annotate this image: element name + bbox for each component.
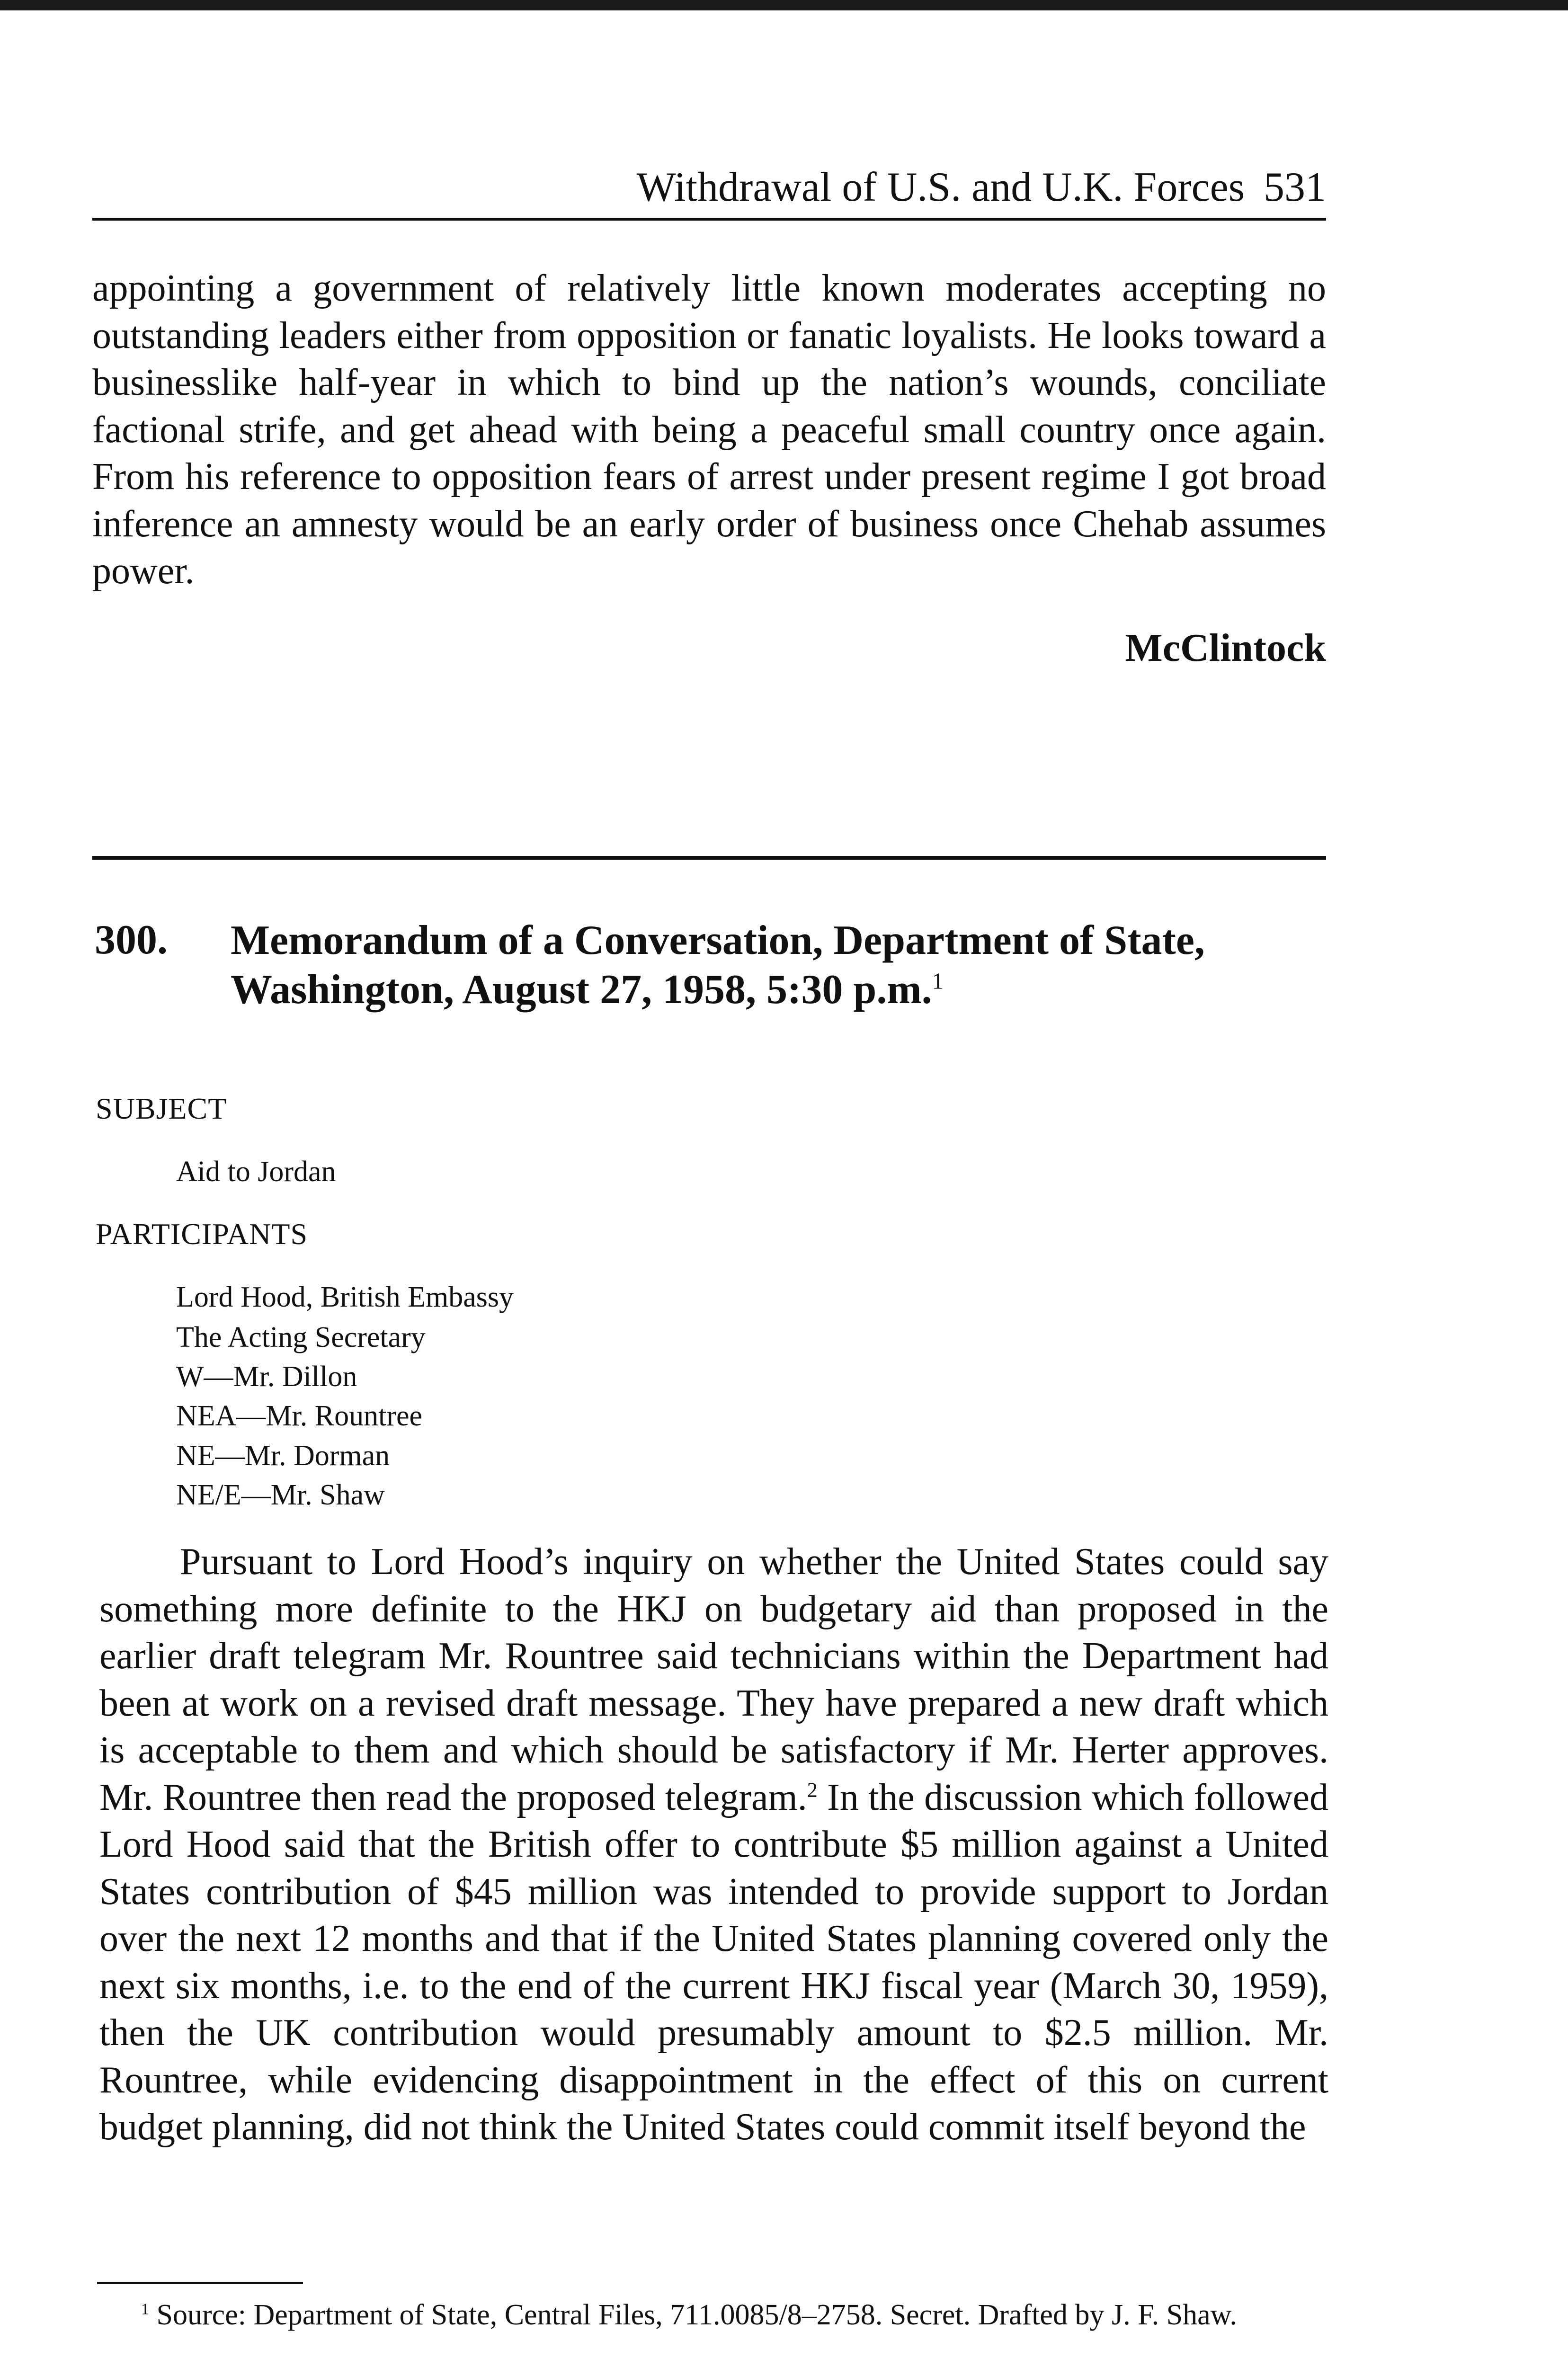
participant: NE/E—Mr. Shaw [176,1479,385,1511]
footnote-1 [99,2296,1328,2334]
page-number: 531 [1264,164,1326,210]
document-number: 300. [95,917,168,963]
subject-value: Aid to Jordan [176,1156,336,1188]
body-text-part1: Pursuant to Lord Hood’s inquiry on whether the United States could say something more definite to the HKJ on budgetary aid than proposed in the earlier draft telegram Mr. Rountree said technicians within the Department had been at work on a revised draft message. They have prepared a new draft which is acceptable to them and which should be satisfactory if Mr. Herter approves. Mr. Rountree then read the proposed telegram. [99,1541,1328,1818]
body-paragraph [99,1539,1328,2151]
continued-paragraph: appointing a government of relatively little known moderates accepting no outstanding leaders either from opposition or fanatic loyalists. He looks toward a businesslike half-year in which to bind up the nation’s wounds, conciliate factional strife, and get ahead with being a peaceful small country once again. From his reference to opposition fears of arrest under present regime I got broad inference an amnesty would be an early order of business once Chehab assumes power. [92,267,1326,592]
participant: W—Mr. Dillon [176,1361,357,1393]
footnote-marker: 1 [141,2300,150,2318]
footnote-rule [97,2282,303,2284]
footnote-ref: 1 [932,969,944,994]
running-head [92,161,1326,221]
section-divider [92,856,1326,860]
document-title-text: Memorandum of a Conversation, Department of State, Washington, August 27, 1958, 5:30 p.m. [231,917,1205,1013]
participants-label: PARTICIPANTS [96,1217,308,1251]
signature: McClintock [1125,626,1326,670]
participant: NEA—Mr. Rountree [176,1400,423,1432]
running-head-title: Withdrawal of U.S. and U.K. Forces [636,164,1245,210]
subject-label: SUBJECT [96,1092,227,1125]
participant: Lord Hood, British Embassy [176,1281,514,1313]
document-title [231,916,1296,1014]
body-text-part2: In the discussion which followed Lord Hood said that the British offer to contribute $5 million against a United States contribution of $45 million was intended to provide support to Jordan over the next 12 months and that if the United States planning covered only the next six months, i.e. to the end of the current HKJ fiscal year (March 30, 1959), then the UK contribution would presumably amount to $2.5 million. Mr. Rountree, while evidencing disappointment in the effect of this on current budget planning, did not think the United States could commit itself beyond the [99,1776,1329,2148]
footnote-text: Source: Department of State, Central Files, 711.0085/8–2758. Secret. Drafted by J. F. Shaw. [156,2299,1237,2331]
participant: The Acting Secretary [176,1321,426,1353]
scan-top-edge [0,0,1568,10]
participant: NE—Mr. Dorman [176,1440,390,1472]
footnote-ref: 2 [807,1778,818,1801]
